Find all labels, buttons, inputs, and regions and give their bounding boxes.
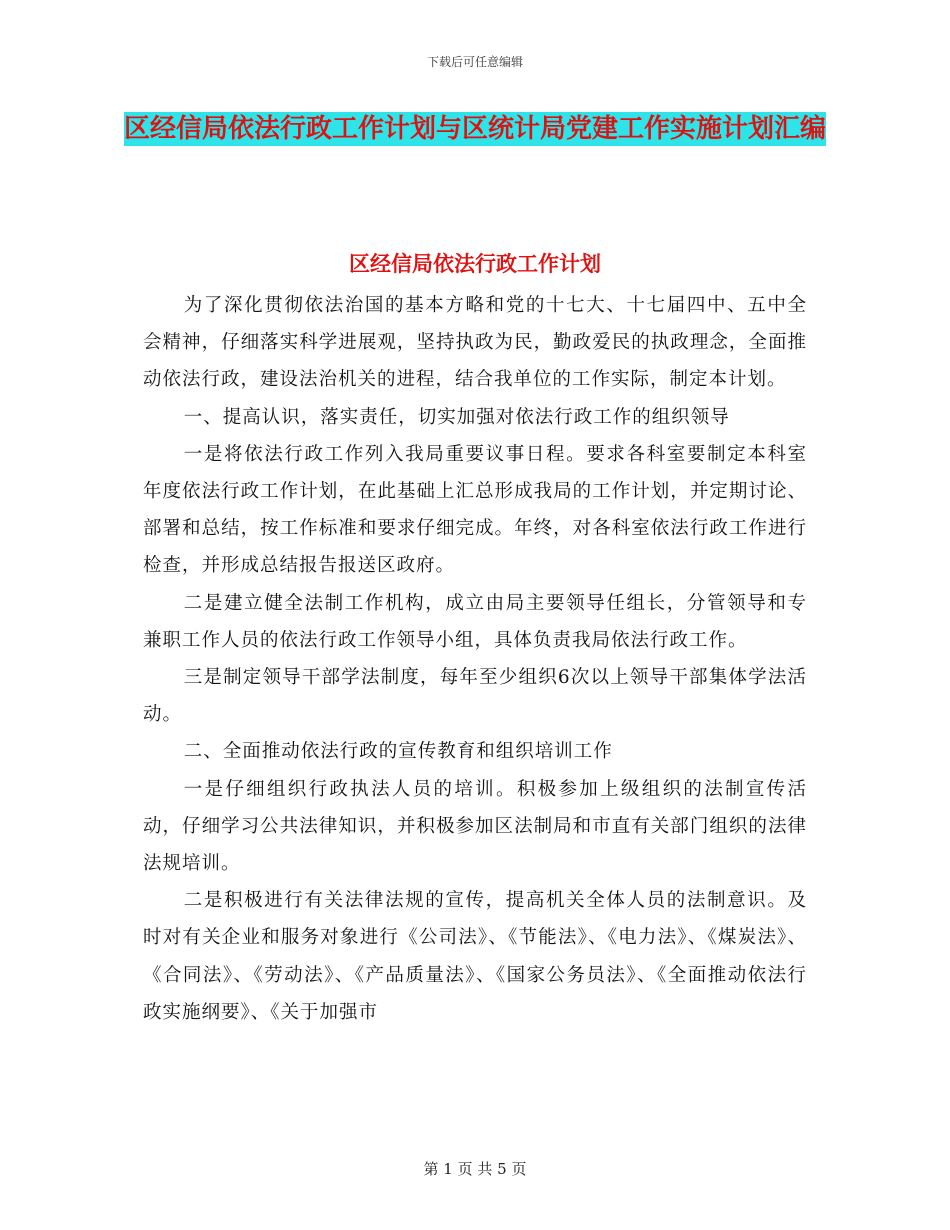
document-title [100,104,850,154]
paragraph: 一是将依法行政工作列入我局重要议事日程。要求各科室要制定本科室年度依法行政工作计划，在此基础上汇总形成我局的工作计划，并定期讨论、部署和总结，按工作标准和要求仔细完成。年终，对各科室依法行政工作进行检查，并形成总结报告报送区政府。 [143,443,807,577]
document-body [143,287,807,1031]
page-footer: 第 1 页 共 5 页 [423,1160,527,1178]
paragraph: 二是积极进行有关法律法规的宣传，提高机关全体人员的法制意识。及时对有关企业和服务对象进行《公司法》、《节能法》、《电力法》、《煤炭法》、《合同法》、《劳动法》、《产品质量法》、《国家公务员法》、《全面推动依法行政实施纲要》、《关于加强市 [143,890,807,1023]
header-note: 下载后可任意编辑 [426,55,523,69]
paragraph: 三是制定领导干部学法制度，每年至少组织6次以上领导干部集体学法活动。 [143,667,807,726]
paragraph: 一、提高认识，落实责任，切实加强对依法行政工作的组织领导 [183,406,730,428]
paragraph: 二是建立健全法制工作机构，成立由局主要领导任组长，分管领导和专兼职工作人员的依法行政工作领导小组，具体负责我局依法行政工作。 [143,592,807,651]
document-title-text: 区经信局依法行政工作计划与区统计局党建工作实施计划汇编 [123,114,826,144]
paragraph: 二、全面推动依法行政的宣传教育和组织培训工作 [183,741,613,763]
paragraph: 一是仔细组织行政执法人员的培训。积极参加上级组织的法制宣传活动，仔细学习公共法律知识，并积极参加区法制局和市直有关部门组织的法律法规培训。 [143,778,807,875]
section-title: 区经信局依法行政工作计划 [349,252,601,276]
paragraph: 为了深化贯彻依法治国的基本方略和党的十七大、十七届四中、五中全会精神，仔细落实科学进展观，坚持执政为民，勤政爱民的执政理念，全面推动依法行政，建设法治机关的进程，结合我单位的工作实际，制定本计划。 [143,295,807,391]
